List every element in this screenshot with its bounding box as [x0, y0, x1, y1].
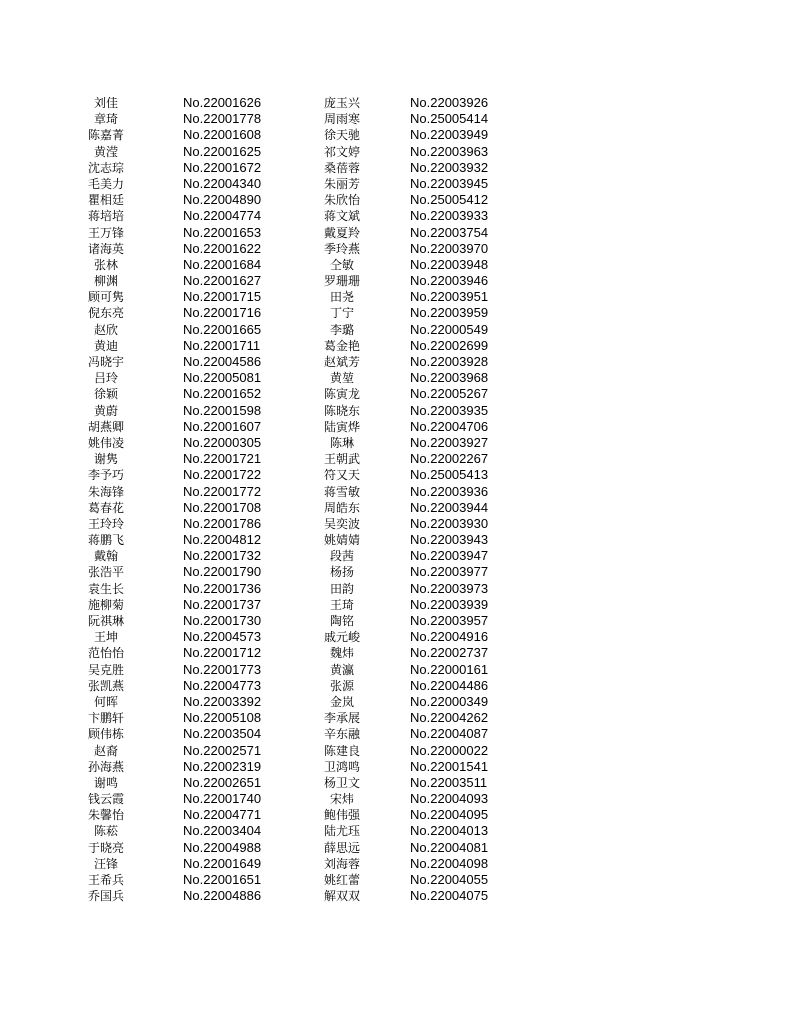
person-name-right: 薛思远 [323, 840, 360, 855]
person-name-right: 解双双 [323, 889, 360, 904]
id-number-right: No.22000349 [410, 693, 489, 709]
roster-row [0, 759, 800, 775]
roster-row [0, 370, 800, 386]
roster-row [0, 645, 800, 661]
id-number-left: No.22001653 [183, 224, 262, 240]
roster-row [0, 726, 800, 742]
id-number-left: No.22001715 [183, 289, 262, 305]
id-number-right: No.22003943 [410, 532, 489, 548]
person-name-left: 黄蔚 [93, 403, 118, 418]
person-name-left: 张浩平 [87, 565, 124, 580]
person-name-left: 张凯燕 [87, 678, 124, 693]
id-number-right: No.22004706 [410, 418, 489, 434]
person-name-right: 徐天驰 [323, 128, 360, 143]
id-number-right: No.25005414 [410, 111, 489, 127]
person-name-right: 周皓东 [323, 500, 360, 515]
id-number-left: No.22001607 [183, 418, 262, 434]
person-name-left: 黄滢 [93, 144, 118, 159]
id-number-right: No.25005412 [410, 192, 489, 208]
id-number-right: No.22003932 [410, 159, 489, 175]
id-number-left: No.22001627 [183, 273, 262, 289]
person-name-right: 朱欣怡 [323, 193, 360, 208]
roster-row [0, 775, 800, 791]
roster-row [0, 176, 800, 192]
id-number-left: No.22001732 [183, 548, 262, 564]
roster-row [0, 451, 800, 467]
person-name-right: 卫鸿鸣 [323, 759, 360, 774]
person-name-right: 庞玉兴 [323, 96, 360, 110]
id-number-left: No.22003504 [183, 726, 262, 742]
person-name-left: 柳渊 [93, 274, 118, 289]
id-number-left: No.22001608 [183, 127, 262, 143]
person-name-right: 周雨寒 [323, 112, 360, 127]
roster-row [0, 435, 800, 451]
person-name-right: 杨卫文 [323, 775, 360, 790]
roster-row [0, 564, 800, 580]
roster-row [0, 597, 800, 613]
person-name-right: 张源 [329, 678, 354, 693]
roster-row [0, 225, 800, 241]
person-name-left: 范怡怡 [87, 646, 124, 661]
id-number-left: No.22001598 [183, 402, 262, 418]
roster-row [0, 807, 800, 823]
id-number-right: No.22004081 [410, 839, 489, 855]
roster-row [0, 581, 800, 597]
person-name-left: 赵裔 [93, 743, 118, 758]
id-number-left: No.22004988 [183, 839, 262, 855]
person-name-left: 何晖 [93, 694, 118, 709]
person-name-left: 陈菘 [93, 824, 118, 839]
person-name-right: 李璐 [329, 322, 354, 337]
person-name-left: 王坤 [93, 630, 118, 645]
person-name-left: 葛春花 [87, 500, 124, 515]
person-name-right: 魏炜 [329, 646, 354, 661]
id-number-right: No.22005267 [410, 386, 489, 402]
id-number-left: No.22001730 [183, 613, 262, 628]
id-number-right: No.22004055 [410, 872, 489, 887]
id-number-left: No.22004890 [183, 192, 262, 208]
id-number-left: No.22001622 [183, 240, 262, 256]
roster-row [0, 386, 800, 402]
roster-row [0, 403, 800, 419]
person-name-right: 蒋文斌 [323, 209, 360, 224]
person-name-right: 田尧 [329, 290, 354, 305]
person-name-left: 姚伟凌 [87, 435, 124, 450]
roster-row [0, 208, 800, 224]
person-name-right: 李承展 [323, 711, 360, 726]
person-name-left: 陈嘉菁 [87, 128, 124, 143]
id-number-left: No.22004812 [183, 532, 262, 548]
roster-row [0, 354, 800, 370]
person-name-right: 葛金艳 [323, 338, 360, 353]
id-number-right: No.22000161 [410, 661, 489, 677]
id-number-left: No.22004340 [183, 175, 262, 191]
id-number-right: No.22002737 [410, 645, 489, 661]
person-name-left: 蒋鹏飞 [87, 533, 124, 548]
id-number-left: No.22004771 [183, 807, 262, 823]
person-name-left: 钱云霞 [87, 792, 124, 807]
person-name-left: 沈志琮 [87, 160, 124, 175]
id-number-right: No.22003951 [410, 289, 489, 305]
person-name-right: 黄堃 [329, 371, 354, 386]
id-number-right: No.22004262 [410, 710, 489, 726]
id-number-left: No.22001737 [183, 596, 262, 612]
person-name-left: 蒋培培 [87, 209, 124, 224]
person-name-left: 阮祺琳 [87, 614, 124, 628]
id-number-left: No.22001712 [183, 645, 262, 661]
roster-row [0, 629, 800, 645]
id-number-left: No.22001652 [183, 386, 262, 402]
id-number-right: No.22002699 [410, 337, 489, 353]
roster-row [0, 467, 800, 483]
id-number-right: No.22003926 [410, 95, 489, 110]
roster-row [0, 257, 800, 273]
person-name-left: 王玲玲 [87, 516, 124, 531]
person-name-right: 桑蓓蓉 [323, 160, 360, 175]
person-name-left: 诸海英 [87, 241, 124, 256]
id-number-right: No.22003928 [410, 354, 489, 369]
roster-row [0, 516, 800, 532]
person-name-left: 于晓亮 [87, 840, 124, 855]
roster-row [0, 192, 800, 208]
id-number-left: No.22001778 [183, 111, 262, 127]
person-name-right: 戚元峻 [323, 630, 360, 645]
id-number-left: No.22001651 [183, 872, 262, 887]
id-number-right: No.22003935 [410, 402, 489, 418]
person-name-left: 卞鹏轩 [87, 711, 124, 726]
person-name-right: 金岚 [329, 694, 354, 709]
person-name-right: 田韵 [329, 581, 354, 596]
roster-row [0, 823, 800, 839]
person-name-left: 汪锋 [93, 856, 118, 871]
person-name-left: 乔国兵 [87, 889, 124, 904]
person-name-left: 施柳菊 [87, 597, 124, 612]
person-name-right: 戴夏羚 [323, 225, 360, 240]
id-number-right: No.22003939 [410, 596, 489, 612]
roster-row [0, 743, 800, 759]
id-number-right: No.22003963 [410, 143, 489, 159]
id-number-right: No.22001541 [410, 758, 489, 774]
person-name-right: 杨扬 [329, 565, 354, 580]
roster-row [0, 419, 800, 435]
roster-row [0, 548, 800, 564]
id-number-left: No.22004773 [183, 677, 262, 693]
person-name-left: 谢隽 [93, 452, 118, 467]
roster-row [0, 710, 800, 726]
person-name-right: 丁宁 [329, 306, 354, 321]
id-number-right: No.22004075 [410, 888, 489, 904]
id-number-right: No.22003948 [410, 256, 489, 272]
id-number-left: No.22001721 [183, 451, 262, 467]
person-name-right: 祁文婷 [323, 144, 360, 159]
id-number-right: No.22004095 [410, 807, 489, 823]
id-number-right: No.22004916 [410, 629, 489, 645]
id-number-left: No.22001740 [183, 791, 262, 807]
person-name-left: 王希兵 [87, 873, 124, 887]
roster-row [0, 322, 800, 338]
id-number-right: No.22000549 [410, 321, 489, 337]
id-number-right: No.22003977 [410, 564, 489, 580]
person-name-right: 王琦 [329, 597, 354, 612]
person-name-left: 孙海燕 [87, 759, 124, 774]
id-number-right: No.22003957 [410, 613, 489, 628]
person-name-left: 朱馨怡 [87, 808, 124, 823]
id-number-left: No.22001684 [183, 256, 262, 272]
person-name-right: 姚红蕾 [323, 873, 360, 887]
id-number-left: No.22001625 [183, 143, 262, 159]
id-number-right: No.22004098 [410, 855, 489, 871]
person-name-left: 谢鸣 [93, 775, 118, 790]
roster-row [0, 532, 800, 548]
person-name-right: 陆尤珏 [323, 824, 360, 839]
id-number-left: No.22004573 [183, 629, 262, 645]
id-number-right: No.22003754 [410, 224, 489, 240]
person-name-left: 倪东亮 [87, 306, 124, 321]
id-number-right: No.22003949 [410, 127, 489, 143]
id-number-left: No.22002319 [183, 758, 262, 774]
roster-row [0, 872, 800, 888]
roster-row [0, 840, 800, 856]
person-name-left: 王万锋 [87, 225, 124, 240]
person-name-left: 冯晓宇 [87, 355, 124, 369]
person-name-right: 陈建良 [323, 743, 360, 758]
roster-row [0, 856, 800, 872]
id-number-left: No.22001672 [183, 159, 262, 175]
roster-row [0, 160, 800, 176]
roster-row [0, 273, 800, 289]
id-number-left: No.22001790 [183, 564, 262, 580]
person-name-right: 黄瀛 [329, 662, 354, 677]
id-number-left: No.22001736 [183, 580, 262, 596]
person-name-right: 姚婧婧 [323, 533, 360, 548]
person-name-right: 季玲燕 [323, 241, 360, 256]
roster-row [0, 111, 800, 127]
id-number-left: No.22002571 [183, 742, 262, 758]
id-number-right: No.22003930 [410, 515, 489, 531]
person-name-left: 赵欣 [93, 322, 118, 337]
person-name-left: 吕玲 [93, 371, 118, 386]
person-name-left: 戴翰 [93, 549, 118, 564]
person-name-right: 鲍伟强 [323, 808, 360, 823]
id-number-left: No.22004586 [183, 354, 262, 369]
person-name-left: 袁生长 [87, 581, 124, 596]
id-number-right: No.22003511 [410, 774, 488, 790]
person-name-left: 毛美力 [87, 176, 124, 191]
person-name-right: 陈寅龙 [323, 387, 360, 402]
id-number-left: No.22001708 [183, 499, 262, 515]
id-number-right: No.22003968 [410, 370, 489, 386]
id-number-left: No.22004886 [183, 888, 262, 904]
person-name-right: 辛东融 [323, 727, 360, 742]
id-number-right: No.22003944 [410, 499, 489, 515]
id-number-right: No.22000022 [410, 742, 489, 758]
id-number-right: No.22003927 [410, 434, 489, 450]
person-name-right: 赵斌芳 [323, 355, 360, 369]
roster-row [0, 484, 800, 500]
person-name-right: 罗珊珊 [323, 274, 360, 289]
person-name-left: 瞿相廷 [87, 193, 124, 208]
roster-row [0, 289, 800, 305]
id-number-right: No.22003973 [410, 580, 489, 596]
person-name-right: 王朝武 [323, 452, 360, 467]
id-number-left: No.22002651 [183, 774, 262, 790]
person-name-right: 陈琳 [329, 435, 354, 450]
id-number-right: No.22004093 [410, 791, 489, 807]
person-name-left: 胡燕卿 [87, 419, 124, 434]
id-number-left: No.22001711 [183, 337, 261, 353]
roster-row [0, 144, 800, 160]
id-number-left: No.22003404 [183, 823, 262, 839]
id-number-left: No.22001786 [183, 515, 262, 531]
id-number-left: No.22001665 [183, 321, 262, 337]
id-number-right: No.22003970 [410, 240, 489, 256]
id-number-right: No.22004013 [410, 823, 489, 839]
person-name-right: 朱丽芳 [323, 176, 360, 191]
person-name-right: 陈晓东 [323, 403, 360, 418]
roster-row [0, 888, 800, 904]
roster-row [0, 127, 800, 143]
id-number-left: No.22001772 [183, 483, 262, 499]
id-number-left: No.22001626 [183, 95, 262, 110]
roster-row [0, 241, 800, 257]
id-number-left: No.22001649 [183, 855, 262, 871]
roster-row [0, 678, 800, 694]
person-name-left: 吴克胜 [87, 662, 124, 677]
id-number-right: No.22003946 [410, 273, 489, 289]
roster-row [0, 500, 800, 516]
person-name-right: 段茜 [329, 549, 354, 564]
person-name-right: 仝敏 [329, 257, 354, 272]
id-number-right: No.22003933 [410, 208, 489, 224]
person-name-left: 刘佳 [93, 96, 118, 110]
id-number-left: No.22005081 [183, 370, 262, 386]
roster-row [0, 613, 800, 629]
person-name-right: 陆寅烨 [323, 419, 360, 434]
id-number-right: No.22004486 [410, 677, 489, 693]
id-number-right: No.22003959 [410, 305, 489, 321]
person-name-right: 刘海蓉 [323, 856, 360, 871]
id-number-left: No.22001722 [183, 467, 262, 483]
id-number-right: No.22003945 [410, 175, 489, 191]
id-number-left: No.22003392 [183, 693, 262, 709]
person-name-left: 黄迪 [93, 338, 118, 353]
roster-row [0, 305, 800, 321]
id-number-left: No.22004774 [183, 208, 262, 224]
person-name-left: 顾可隽 [87, 290, 124, 305]
id-number-left: No.22005108 [183, 710, 262, 726]
id-number-right: No.25005413 [410, 467, 489, 483]
person-name-left: 张林 [93, 257, 118, 272]
person-name-left: 朱海锋 [87, 484, 124, 499]
roster-row [0, 791, 800, 807]
person-name-left: 徐颖 [93, 387, 118, 402]
person-name-right: 吴奕波 [323, 516, 360, 531]
person-name-left: 李予巧 [87, 468, 124, 483]
person-name-right: 蒋雪敏 [323, 484, 360, 499]
roster-row [0, 662, 800, 678]
id-number-left: No.22000305 [183, 434, 262, 450]
roster-row [0, 95, 800, 111]
person-name-right: 符又天 [323, 468, 360, 483]
id-number-left: No.22001716 [183, 305, 262, 321]
roster-row [0, 694, 800, 710]
name-number-roster [0, 95, 800, 904]
roster-row [0, 338, 800, 354]
id-number-right: No.22002267 [410, 451, 489, 467]
person-name-right: 陶铭 [329, 614, 354, 628]
id-number-right: No.22003947 [410, 548, 489, 564]
id-number-right: No.22004087 [410, 726, 489, 742]
id-number-left: No.22001773 [183, 661, 262, 677]
person-name-left: 章琦 [93, 112, 118, 127]
person-name-right: 宋炜 [329, 792, 354, 807]
person-name-left: 顾伟栋 [87, 727, 124, 742]
id-number-right: No.22003936 [410, 483, 489, 499]
